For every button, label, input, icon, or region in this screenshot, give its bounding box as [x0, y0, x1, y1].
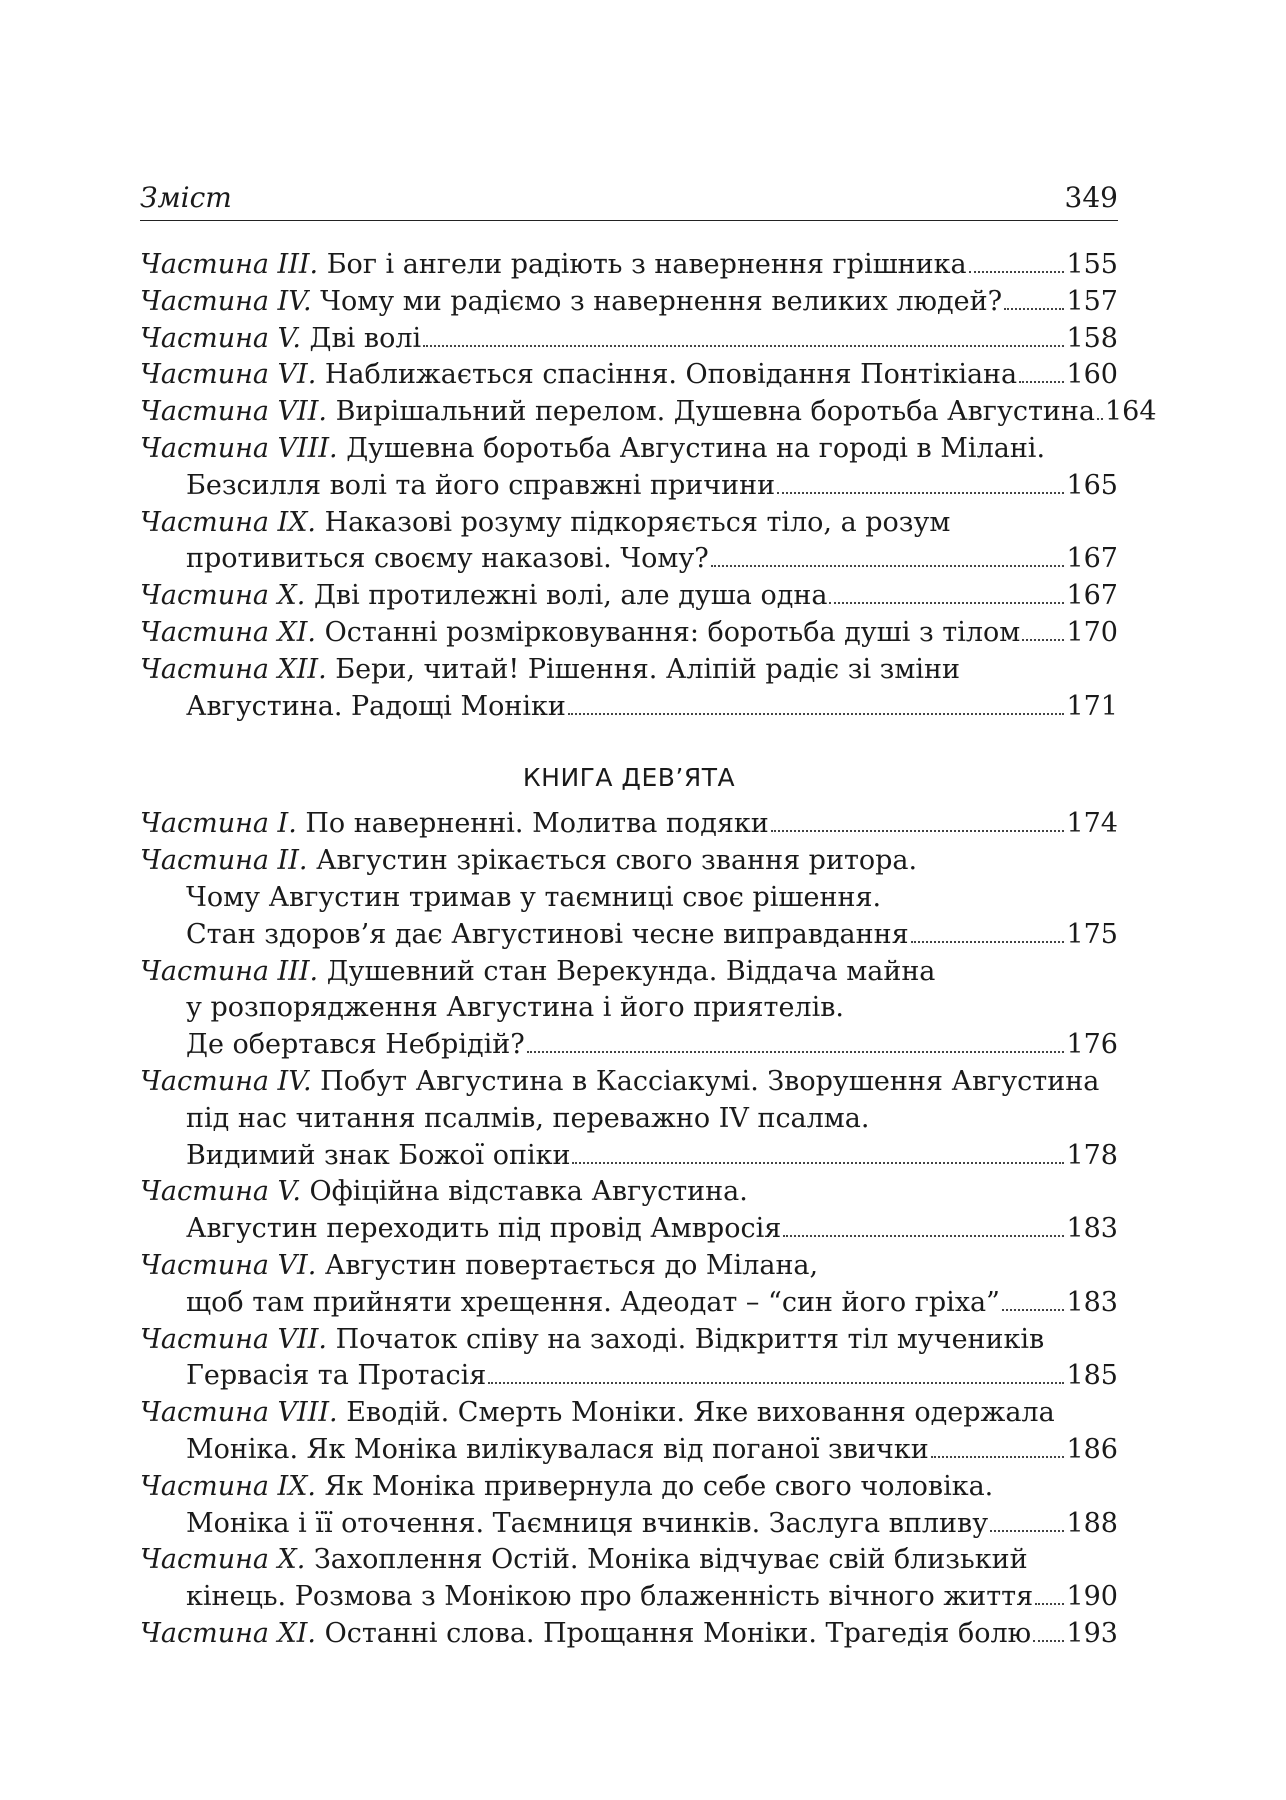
dot-leader	[568, 713, 1065, 715]
toc-entry[interactable]	[140, 431, 1118, 505]
toc-entry-line	[140, 541, 1118, 578]
toc-entry-title: Августина. Радощі Моніки	[186, 690, 566, 722]
toc-entry-label: Частина VIII.	[140, 1397, 338, 1429]
toc-entry-text	[140, 1395, 1055, 1432]
toc-entry-line	[140, 1579, 1118, 1616]
toc-entry-label: Частина II.	[140, 845, 308, 877]
toc-entry-text	[186, 1285, 1000, 1322]
toc-entry-line	[140, 431, 1118, 468]
dot-leader	[911, 941, 1065, 943]
dot-leader	[1022, 639, 1064, 641]
toc-page-number: 190	[1066, 1581, 1118, 1613]
toc-entry-text	[186, 1506, 988, 1543]
toc-entry-line	[140, 284, 1118, 321]
toc-entry[interactable]	[140, 843, 1118, 953]
toc-page-number: 165	[1066, 469, 1118, 501]
toc-entry-title: Чому ми радіємо з навернення великих людей?	[320, 285, 1003, 317]
toc-entry-title: Офіційна відставка Августина.	[309, 1176, 748, 1208]
toc-entry-line	[140, 880, 1118, 917]
toc-entry-text	[140, 1174, 748, 1211]
toc-entry-title: Еводій. Смерть Моніки. Яке виховання одержала	[346, 1397, 1055, 1429]
toc-entry-title: Останні слова. Прощання Моніки. Трагедія болю	[324, 1617, 1032, 1649]
toc-entry-line	[140, 1506, 1118, 1543]
toc-entry-title: Побут Августина в Кассіакумі. Зворушення Августина	[320, 1065, 1100, 1097]
toc-entry-label: Частина VII.	[140, 396, 327, 428]
toc-entry-text	[186, 1432, 929, 1469]
toc-entry-text	[140, 1542, 1028, 1579]
toc-entry-text	[140, 652, 960, 689]
toc-entry-title: Початок співу на заході. Відкриття тіл мучеників	[335, 1323, 1045, 1355]
toc-entry-label: Частина IV.	[140, 285, 312, 317]
toc-entry-text	[186, 468, 775, 505]
toc-entry-line	[140, 1027, 1118, 1064]
toc-entry-title: Душевна боротьба Августина на городі в Мілані.	[346, 432, 1046, 464]
toc-entry[interactable]	[140, 321, 1118, 358]
toc-entry-text	[186, 689, 566, 726]
toc-entry-text	[140, 843, 917, 880]
toc-entry-title: Видимий знак Божої опіки	[186, 1139, 571, 1171]
toc-entry-text	[140, 1064, 1099, 1101]
toc-entry-title: Безсилля волі та його справжні причини	[186, 469, 776, 501]
toc-entry-label: Частина VII.	[140, 1323, 327, 1355]
toc-entry[interactable]	[140, 615, 1118, 652]
dot-leader	[1033, 1640, 1064, 1642]
dot-leader	[1002, 1309, 1065, 1311]
toc-entry-title: Чому Августин тримав у таємниці своє рішення.	[186, 881, 882, 913]
toc-entry-line	[140, 615, 1118, 652]
toc-entry-line	[140, 1395, 1118, 1432]
toc-page-number: 155	[1066, 249, 1118, 280]
header-title: Зміст	[140, 181, 232, 214]
toc-entry-title: Бери, читай! Рішення. Аліпій радіє зі зміни	[335, 653, 961, 685]
toc-entry[interactable]	[140, 578, 1118, 615]
toc-entry-text	[186, 917, 909, 954]
dot-leader	[771, 830, 1065, 832]
toc-entry[interactable]	[140, 1616, 1118, 1653]
toc-page-number: 174	[1066, 808, 1118, 840]
dot-leader	[829, 602, 1064, 604]
dot-leader	[572, 1162, 1064, 1164]
toc-page-number: 185	[1066, 1360, 1118, 1392]
toc-entry-title: По наверненні. Молитва подяки	[305, 808, 769, 840]
toc-entry-line	[140, 1542, 1118, 1579]
toc-entry-label: Частина I.	[140, 808, 297, 840]
toc-entry-line	[140, 247, 1118, 284]
toc-entry-title: Бог і ангели радіють з навернення грішника	[326, 249, 967, 280]
toc-page-number: 171	[1066, 690, 1118, 722]
dot-leader	[488, 1382, 1064, 1384]
toc-entry-title: Августин повертається до Мілана,	[324, 1249, 819, 1281]
toc-entry-line	[140, 578, 1118, 615]
toc-entry-label: Частина IX.	[140, 1470, 317, 1502]
toc-entry-line	[140, 1322, 1118, 1359]
toc-entry-line	[140, 1138, 1118, 1175]
toc-entry-title: щоб там прийняти хрещення. Адеодат – “син його гріха”	[186, 1286, 1000, 1318]
toc-entry-text	[186, 1579, 1033, 1616]
toc-entry-title: під нас читання псалмів, переважно IV псалма.	[186, 1102, 870, 1134]
toc-entry[interactable]	[140, 1248, 1118, 1322]
toc-entry-text	[140, 1322, 1044, 1359]
toc-entry-label: Частина VI.	[140, 1249, 317, 1281]
toc-section-book-eight	[140, 247, 1157, 725]
toc-entry-text	[186, 1211, 781, 1248]
toc-entry-line	[140, 357, 1118, 394]
toc-entry-label: Частина XII.	[140, 653, 327, 685]
toc-entry-title: Наказові розуму підкоряється тіло, а розум	[324, 506, 951, 538]
toc-entry-text	[186, 1027, 525, 1064]
toc-page-number: 158	[1066, 322, 1118, 354]
toc-entry-line	[140, 1211, 1118, 1248]
dot-leader	[1004, 308, 1064, 310]
toc-entry-line	[140, 1358, 1118, 1395]
toc-entry-label: Частина III.	[140, 955, 319, 987]
toc-entry-title: Захоплення Остій. Моніка відчуває свій близький	[313, 1544, 1028, 1576]
toc-entry-line	[140, 321, 1118, 358]
toc-entry-title: Вирішальний перелом. Душевна боротьба Августина	[335, 396, 1095, 428]
toc-entry-title: Як Моніка привернула до себе свого чоловіка.	[324, 1470, 994, 1502]
toc-entry-line	[140, 1248, 1118, 1285]
toc-entry-line	[140, 1432, 1118, 1469]
toc-entry-line	[140, 1285, 1118, 1322]
toc-page-number: 170	[1066, 616, 1118, 648]
toc-page-number: 164	[1105, 396, 1157, 428]
toc-page-number: 176	[1066, 1029, 1118, 1061]
toc-page-number: 175	[1066, 918, 1118, 950]
toc-entry[interactable]	[140, 1322, 1118, 1396]
toc-entry-line	[140, 505, 1118, 542]
toc-entry-title: у розпорядження Августина і його приятелів.	[186, 992, 845, 1024]
toc-page-number: 167	[1066, 543, 1118, 575]
toc-entry-text	[140, 357, 1017, 394]
toc-entry-text	[140, 431, 1045, 468]
toc-entry-line	[140, 1469, 1118, 1506]
toc-entry-line	[140, 394, 1157, 431]
toc-page-number: 186	[1066, 1433, 1118, 1465]
dot-leader	[990, 1530, 1064, 1532]
toc-entry-text	[140, 954, 935, 991]
toc-entry-text	[140, 505, 950, 542]
toc-entry-text	[140, 806, 769, 843]
toc-entry[interactable]	[140, 357, 1118, 394]
toc-entry-label: Частина XI.	[140, 1617, 317, 1649]
toc-entry[interactable]	[140, 652, 1118, 726]
dot-leader	[931, 1456, 1065, 1458]
toc-entry-title: Дві протилежні волі, але душа одна	[313, 580, 828, 612]
toc-entry-title: Стан здоров’я дає Августинові чесне виправдання	[186, 918, 909, 950]
toc-entry-label: Частина V.	[140, 1176, 301, 1208]
toc-entry-title: Душевний стан Верекунда. Віддача майна	[326, 955, 936, 987]
dot-leader	[527, 1051, 1065, 1053]
toc-section-book-nine	[140, 806, 1118, 1652]
toc-entry-title: Гервасія та Протасія	[186, 1360, 487, 1392]
dot-leader	[969, 271, 1065, 273]
toc-entry-label: Частина VI.	[140, 359, 317, 391]
toc-entry-line	[140, 990, 1118, 1027]
toc-entry-title: Моніка. Як Моніка вилікувалася від поганої звички	[186, 1433, 929, 1465]
toc-entry[interactable]	[140, 1064, 1118, 1174]
toc-entry-label: Частина VIII.	[140, 432, 338, 464]
toc-entry-title: Моніка і її оточення. Таємниця вчинків. Заслуга впливу	[186, 1507, 989, 1539]
dot-leader	[1035, 1603, 1064, 1605]
toc-entry-label: Частина X.	[140, 580, 306, 612]
toc-entry-line	[140, 806, 1118, 843]
toc-entry-title: Наближається спасіння. Оповідання Понтікіана	[324, 359, 1018, 391]
toc-entry-text	[140, 247, 967, 284]
toc-entry-line	[140, 1064, 1118, 1101]
toc-entry-label: Частина IX.	[140, 506, 317, 538]
toc-entry-title: Де обертався Небрідій?	[186, 1029, 525, 1061]
toc-entry-title: противиться своєму наказові. Чому?	[186, 543, 709, 575]
book-title: КНИГА ДЕВ’ЯТА	[522, 763, 736, 793]
dot-leader	[423, 345, 1064, 347]
toc-entry-label: Частина V.	[140, 322, 301, 354]
toc-page-number: 167	[1066, 580, 1118, 612]
toc-entry-title: кінець. Розмова з Монікою про блаженність вічного життя	[186, 1581, 1034, 1613]
toc-entry-text	[186, 1358, 486, 1395]
toc-entry-text	[140, 321, 421, 358]
toc-entry-text	[140, 394, 1095, 431]
toc-entry[interactable]	[140, 394, 1157, 431]
toc-entry[interactable]	[140, 1469, 1118, 1543]
toc-entry-title: Августин зрікається свого звання ритора.	[316, 845, 918, 877]
toc-entry-label: Частина X.	[140, 1544, 306, 1576]
toc-entry-title: Останні розмірковування: боротьба душі з тілом	[324, 616, 1021, 648]
dot-leader	[711, 565, 1065, 567]
toc-page-number: 160	[1066, 359, 1118, 391]
toc-entry-line	[140, 1616, 1118, 1653]
dot-leader	[1019, 381, 1064, 383]
toc-entry-text	[186, 1101, 870, 1138]
toc-entry-text	[140, 578, 827, 615]
toc-entry[interactable]	[140, 1395, 1118, 1469]
header-page-number: 349	[1064, 181, 1118, 214]
toc-entry-line	[140, 1174, 1118, 1211]
toc-entry-line	[140, 954, 1118, 991]
toc-entry[interactable]	[140, 1174, 1118, 1248]
toc-entry-label: Частина IV.	[140, 1065, 312, 1097]
toc-entry-line	[140, 468, 1118, 505]
dot-leader	[777, 492, 1064, 494]
toc-page-number: 157	[1066, 285, 1118, 317]
toc-entry-line	[140, 689, 1118, 726]
toc-page-number: 188	[1066, 1507, 1118, 1539]
toc-entry-text	[186, 541, 709, 578]
page	[140, 170, 1157, 1653]
toc-entry[interactable]	[140, 284, 1118, 321]
running-header	[140, 170, 1118, 221]
toc-entry-title: Августин переходить під провід Амвросія	[186, 1213, 782, 1245]
toc-page-number: 193	[1066, 1617, 1118, 1649]
toc-entry[interactable]	[140, 1542, 1118, 1616]
toc-entry-line	[140, 917, 1118, 954]
toc-entry-text	[140, 1248, 818, 1285]
toc-entry-text	[186, 990, 844, 1027]
toc-entry-text	[140, 284, 1002, 321]
toc-entry-text	[140, 615, 1020, 652]
toc-entry-label: Частина III.	[140, 249, 319, 280]
toc-entry[interactable]	[140, 954, 1118, 1064]
toc-page-number: 183	[1066, 1286, 1118, 1318]
toc-page-number: 183	[1066, 1213, 1118, 1245]
dot-leader	[1097, 418, 1103, 420]
toc-entry[interactable]	[140, 505, 1118, 579]
toc-entry[interactable]	[140, 247, 1118, 284]
toc-entry-text	[186, 1138, 570, 1175]
toc-entry-label: Частина XI.	[140, 616, 317, 648]
dot-leader	[783, 1235, 1064, 1237]
toc-entry-line	[140, 843, 1118, 880]
toc-entry-text	[186, 880, 881, 917]
toc-entry-line	[140, 652, 1118, 689]
toc-page-number: 178	[1066, 1139, 1118, 1171]
toc-entry-title: Дві волі	[309, 322, 422, 354]
toc-entry-text	[140, 1616, 1031, 1653]
toc-entry-line	[140, 1101, 1118, 1138]
toc-entry-text	[140, 1469, 993, 1506]
toc-entry[interactable]	[140, 806, 1118, 843]
